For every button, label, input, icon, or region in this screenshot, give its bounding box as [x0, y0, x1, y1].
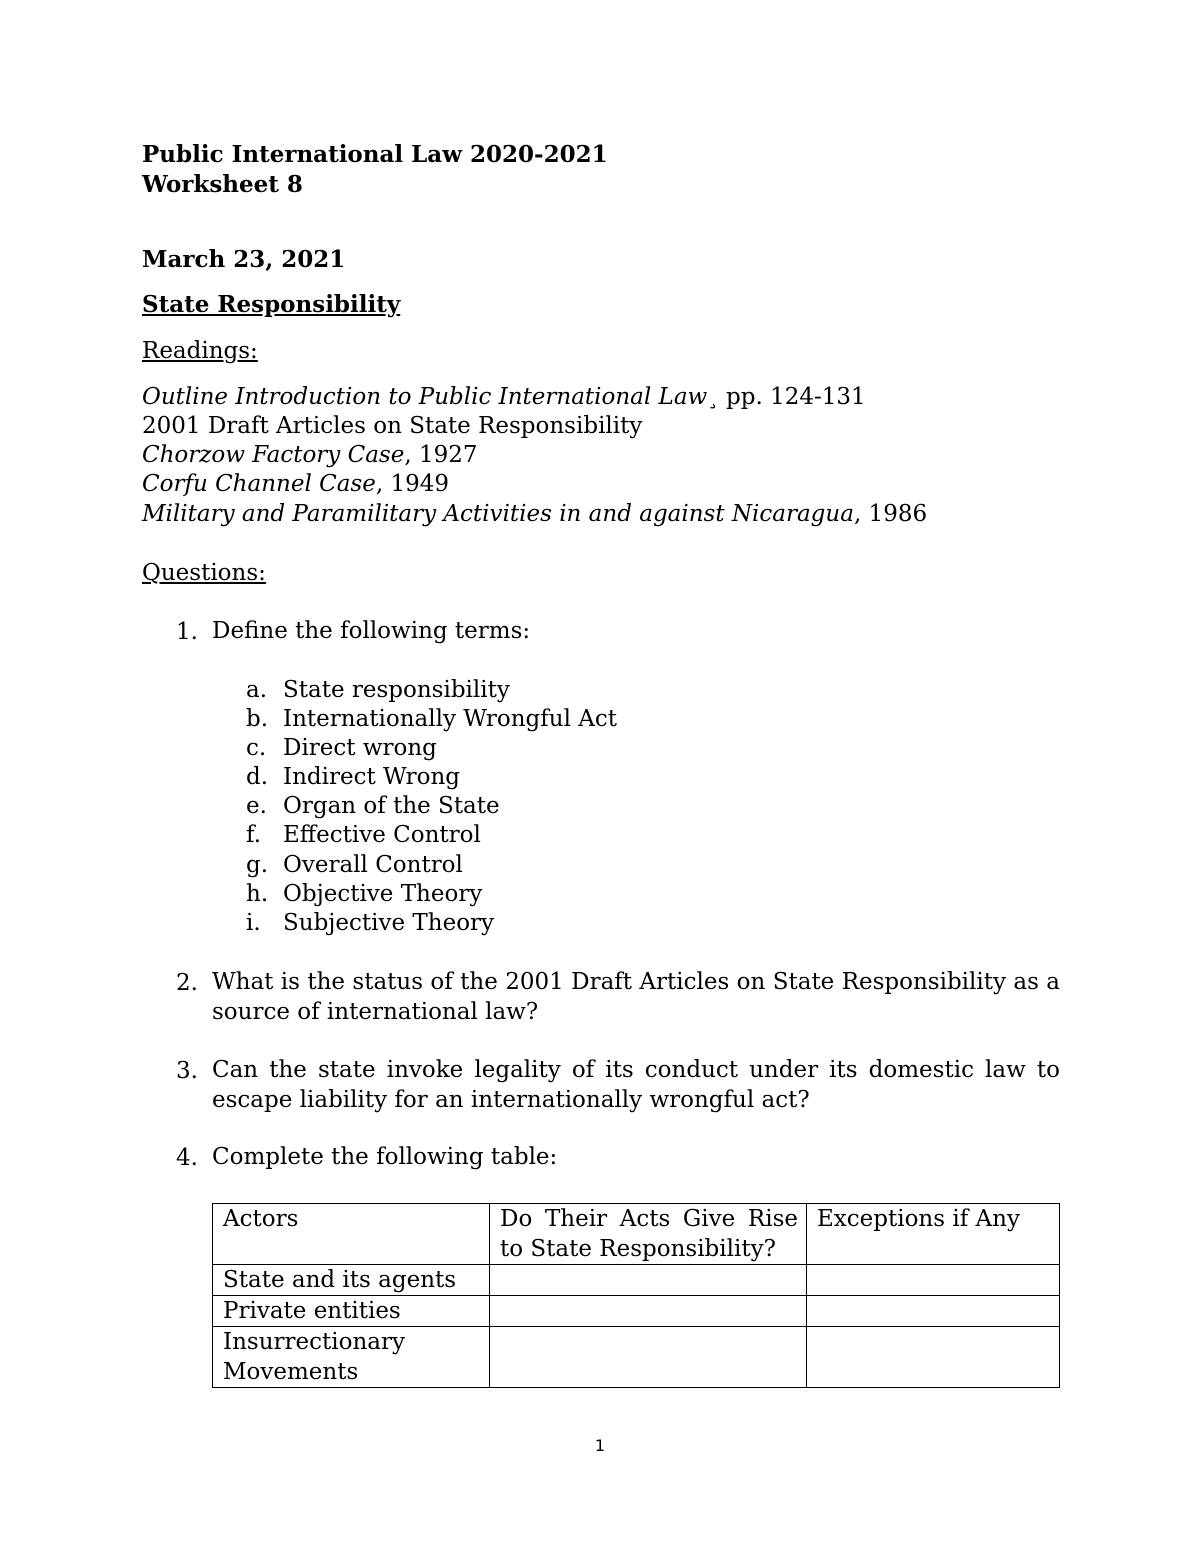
table-cell — [490, 1265, 807, 1296]
term-letter: d. — [246, 764, 269, 790]
term-text: Indirect Wrong — [283, 764, 461, 790]
question-number: 2. — [176, 970, 198, 996]
course-title: Public International Law 2020-2021 — [142, 141, 608, 168]
term-text: State responsibility — [283, 677, 510, 703]
reading-title: Chorzow Factory Case — [142, 442, 405, 468]
reading-title: Military and Paramilitary Activities in and against Nicaragua — [142, 501, 854, 527]
table-row — [213, 1296, 1060, 1327]
term-text: Organ of the State — [283, 793, 500, 819]
question-number: 3. — [176, 1058, 198, 1084]
question-text: Complete the following table: — [212, 1144, 558, 1170]
term-letter: a. — [246, 677, 268, 703]
reading-detail: ¸ pp. 124-131 — [707, 384, 866, 410]
reading-title: Outline Introduction to Public International Law — [142, 384, 708, 410]
reading-detail: 2001 Draft Articles on State Responsibility — [142, 413, 643, 439]
table-header-cell: Do Their Acts Give Rise to State Responsibility? — [490, 1204, 807, 1265]
table-cell — [490, 1296, 807, 1327]
term-letter: c. — [246, 735, 267, 761]
table-header-row — [213, 1204, 1060, 1265]
term-text: Direct wrong — [283, 735, 437, 761]
reading-item — [142, 382, 866, 412]
questions-heading: Questions: — [142, 560, 266, 586]
reading-detail: , 1949 — [375, 471, 449, 497]
readings-heading: Readings: — [142, 338, 258, 364]
reading-item — [142, 411, 642, 441]
table-header-cell: Actors — [213, 1204, 490, 1265]
term-letter: b. — [246, 706, 269, 732]
question-number: 4. — [176, 1145, 198, 1171]
table-cell: Private entities — [213, 1296, 490, 1327]
table-cell — [490, 1327, 807, 1388]
table-cell: State and its agents — [213, 1265, 490, 1296]
reading-title: Corfu Channel Case — [142, 471, 376, 497]
term-letter: h. — [246, 881, 269, 907]
worksheet-date: March 23, 2021 — [142, 246, 346, 273]
question-text: What is the status of the 2001 Draft Articles on State Responsibility as a source of international law? — [212, 969, 1060, 1025]
topic-heading: State Responsibility — [142, 291, 401, 318]
term-text: Internationally Wrongful Act — [283, 706, 617, 732]
term-text: Effective Control — [283, 822, 481, 848]
table-cell — [807, 1296, 1060, 1327]
table-header-cell: Exceptions if Any — [807, 1204, 1060, 1265]
table-row — [213, 1265, 1060, 1296]
term-text: Objective Theory — [283, 881, 483, 907]
responsibility-table — [212, 1203, 1060, 1388]
term-text: Overall Control — [283, 852, 463, 878]
table-cell: Insurrectionary Movements — [213, 1327, 490, 1388]
term-letter: g. — [246, 852, 269, 878]
reading-detail: , 1986 — [853, 501, 928, 527]
term-letter: i. — [246, 910, 261, 936]
table-row — [213, 1327, 1060, 1388]
table-cell — [807, 1265, 1060, 1296]
term-text: Subjective Theory — [283, 910, 495, 936]
reading-detail: , 1927 — [404, 442, 478, 468]
page-number: 1 — [594, 1436, 606, 1455]
question-text: Define the following terms: — [212, 618, 531, 644]
question-number: 1. — [176, 619, 198, 645]
question-text: Can the state invoke legality of its conduct under its domestic law to escape liability for an internationally wrongful act? — [212, 1057, 1060, 1113]
reading-item — [142, 440, 477, 470]
term-letter: e. — [246, 793, 267, 819]
table-cell — [807, 1327, 1060, 1388]
reading-item — [142, 469, 449, 499]
worksheet-number: Worksheet 8 — [142, 171, 303, 198]
term-letter: f. — [246, 822, 262, 848]
reading-item — [142, 499, 927, 529]
